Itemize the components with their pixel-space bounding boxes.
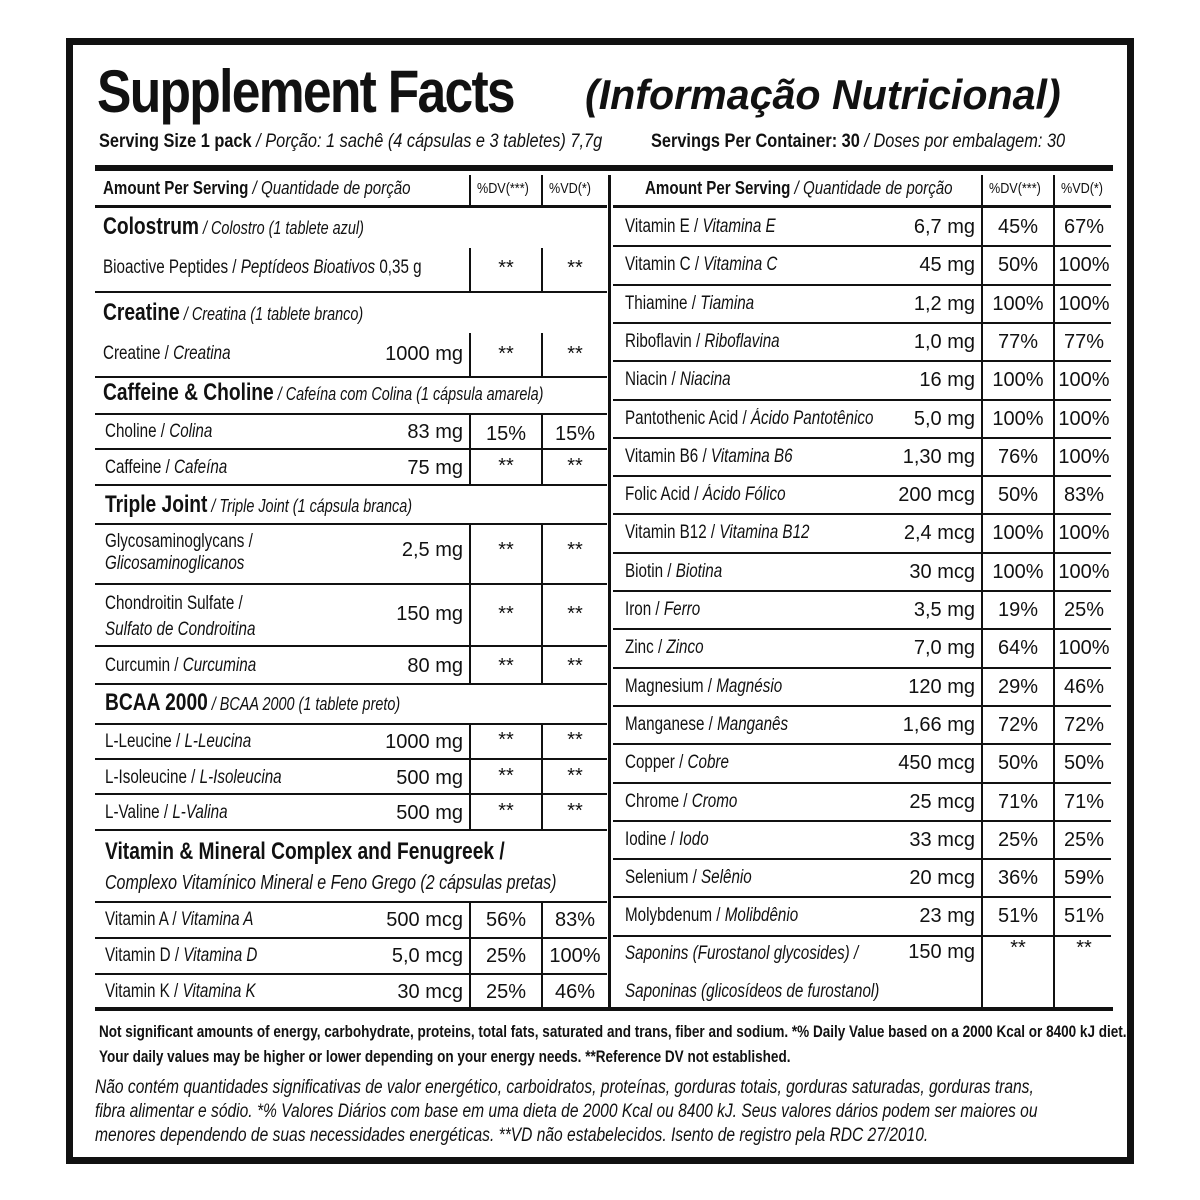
row-amount: 25 mcg: [909, 790, 975, 813]
vd-cell: 100%: [1058, 254, 1110, 277]
label-title: Supplement Facts: [97, 58, 514, 125]
row-name: Magnesium /: [625, 675, 717, 697]
left-rule: [95, 829, 607, 831]
row-amount: 0,35 g: [379, 257, 422, 278]
dv-cell: 45%: [997, 216, 1039, 238]
dv-cell: 76%: [997, 445, 1039, 468]
row-amount: 450 mcg: [898, 752, 975, 775]
vd-cell: **: [567, 539, 583, 561]
row-name-pt: Ferro: [663, 599, 701, 620]
row-name: Glycosaminoglycans /: [105, 531, 253, 552]
right-rule: [613, 399, 1111, 401]
group-creatine-pt: / Creatina (1 tablete branco): [179, 304, 364, 324]
row-amount: 150 mg: [396, 603, 463, 625]
left-vd-divider: [541, 723, 543, 829]
row-name: Bioactive Peptides /: [103, 257, 241, 278]
row-amount: 500 mg: [396, 802, 463, 824]
right-row-name: [625, 331, 780, 353]
right-row-name: [625, 484, 786, 506]
dv-cell: 50%: [997, 254, 1039, 277]
vd-cell: 51%: [1063, 905, 1105, 928]
row-name: Copper /: [625, 752, 688, 774]
row-name: Saponins (Furostanol glycosides) /: [625, 943, 859, 964]
row-name-pt: Ácido Fólico: [702, 484, 786, 506]
left-rule: [95, 973, 607, 975]
row-name-pt: Colina: [169, 421, 213, 442]
dv-cell: 29%: [997, 675, 1039, 698]
left-rule: [95, 758, 607, 760]
group-colostrum-pt: / Colostro (1 tablete azul): [199, 218, 364, 238]
row-amount: 1,0 mg: [913, 330, 975, 353]
group-caffeine-choline: [103, 379, 543, 407]
row-amount: 5,0 mcg: [391, 945, 463, 967]
footnote-en-2: Your daily values may be higher or lower depending on your energy needs. **Reference DV not established.: [99, 1048, 791, 1066]
row-name: Vitamin C /: [625, 254, 704, 276]
vd-cell: 100%: [1058, 522, 1110, 545]
right-row-name: [625, 637, 704, 659]
right-rule: [613, 360, 1111, 362]
right-rule: [613, 284, 1111, 286]
row-name-pt: Curcumina: [182, 655, 257, 676]
footnote-pt-3: menores dependendo de suas necessidades energéticas. **VD não estabelecidos. Isento de registro pela RDC 27/2010.: [95, 1125, 929, 1146]
group-vitamin-mineral: [105, 837, 556, 898]
vd-cell: 100%: [1058, 445, 1110, 468]
group-vitamin-mineral-name: Vitamin & Mineral Complex and Fenugreek /: [105, 838, 505, 865]
row-amount: 150 mg: [908, 941, 975, 963]
right-rule: [613, 245, 1111, 247]
dv-cell: **: [498, 455, 514, 477]
row-amount: 500 mcg: [386, 909, 463, 931]
dv-cell: 77%: [997, 330, 1039, 353]
dv-cell: 64%: [997, 637, 1039, 660]
dv-cell: **: [498, 603, 514, 625]
right-row-name: [625, 791, 737, 813]
dv-cell: 100%: [992, 522, 1044, 545]
row-name: Pantothenic Acid /: [625, 407, 751, 429]
vd-cell: 25%: [1063, 599, 1105, 621]
row-name-pt: Magnésio: [716, 675, 783, 697]
row-name-pt: Vitamina E: [702, 216, 776, 237]
right-row-name: [625, 752, 729, 774]
right-rule: [613, 513, 1111, 515]
row-amount: 1,2 mg: [913, 292, 975, 315]
footnote-pt-1: Não contém quantidades significativas de valor energético, carboidratos, proteínas, gorduras totais, gorduras saturadas, gorduras trans,: [95, 1077, 1034, 1098]
vd-cell: 59%: [1063, 867, 1105, 890]
dv-cell: **: [1010, 937, 1026, 959]
vd-cell: 100%: [1058, 637, 1110, 660]
right-row-name: [625, 522, 809, 544]
dv-cell: 71%: [997, 790, 1039, 813]
left-vd-divider: [541, 333, 543, 376]
row-name: Curcumin /: [105, 655, 183, 676]
dv-cell: **: [498, 655, 514, 677]
serving-size-label: Serving Size 1 pack: [99, 131, 252, 152]
right-rule: [613, 590, 1111, 592]
right-row-name: [625, 408, 873, 430]
right-rule: [613, 628, 1111, 630]
group-bcaa-name: BCAA 2000: [105, 689, 208, 716]
vd-cell: 100%: [1058, 292, 1110, 315]
row-amount: 6,7 mg: [913, 216, 975, 238]
group-colostrum-name: Colostrum: [103, 213, 199, 240]
right-rule: [613, 782, 1111, 784]
row-name: L-Leucine /: [105, 731, 185, 752]
group-caffeine-choline-pt: / Cafeína com Colina (1 cápsula amarela): [273, 384, 544, 404]
row-vitamin-d: [105, 945, 257, 967]
dv-cell: **: [498, 343, 514, 365]
row-name: Vitamin E /: [625, 216, 703, 237]
row-name-pt: Vitamina C: [703, 254, 778, 276]
left-rule: [95, 901, 607, 903]
group-caffeine-choline-name: Caffeine & Choline: [103, 379, 274, 406]
supplement-facts-label: [66, 38, 1134, 1164]
vd-cell: 46%: [1063, 675, 1105, 698]
row-name-pt: Ácido Pantotênico: [750, 407, 874, 429]
left-dv-divider: [469, 333, 471, 376]
bottom-thick-rule: [95, 1007, 1113, 1011]
row-name: Vitamin B6 /: [625, 445, 711, 467]
right-rule: [613, 475, 1111, 477]
vd-cell: 50%: [1063, 752, 1105, 775]
vd-cell: 83%: [1063, 484, 1105, 507]
row-amount: 7,0 mg: [913, 637, 975, 660]
right-amount-pt: / Quantidade de porção: [790, 178, 953, 198]
row-name-pt: Cromo: [691, 790, 738, 812]
row-vitamin-k: [105, 981, 256, 1003]
right-row-name: [625, 446, 793, 468]
right-rule: [613, 322, 1111, 324]
row-name-pt: Riboflavina: [704, 330, 780, 352]
row-amount: 30 mcg: [909, 560, 975, 583]
row-saponins: [625, 935, 879, 1011]
row-name: Chondroitin Sulfate /: [105, 593, 243, 614]
vd-cell: 77%: [1063, 330, 1105, 353]
row-name-pt: Glicosaminoglicanos: [105, 553, 245, 574]
footnote-pt-2: fibra alimentar e sódio. *% Valores Diários com base em uma dieta de 2000 Kcal ou 8400 kJ. Seus valores dários podem ser maiores ou: [95, 1101, 1038, 1122]
left-dv-divider-head: [469, 175, 471, 207]
row-name: Zinc /: [625, 637, 667, 659]
row-l-valine: [105, 802, 228, 824]
right-row-name: [625, 676, 782, 698]
left-rule: [95, 484, 607, 486]
left-col-header-vd: %VD(*): [549, 180, 592, 197]
right-row-name: [625, 561, 722, 583]
vd-cell: 100%: [1058, 369, 1110, 392]
dv-cell: 72%: [997, 713, 1039, 736]
group-bcaa: [105, 689, 400, 717]
right-row-name: [625, 293, 754, 315]
left-col-header-amount: [103, 178, 411, 199]
right-rule: [613, 820, 1111, 822]
dv-cell: 15%: [485, 423, 527, 445]
left-vd-divider: [541, 901, 543, 1007]
row-name-pt: Biotina: [675, 560, 723, 582]
row-name-pt: Saponinas (glicosídeos de furostanol): [625, 981, 880, 1002]
row-name-pt: Iodo: [679, 828, 709, 850]
vd-cell: **: [567, 257, 583, 279]
row-bioactive-peptides: [103, 257, 422, 279]
row-amount: 1,66 mg: [902, 713, 975, 736]
left-dv-divider: [469, 413, 471, 484]
servings-per-container-label: Servings Per Container: 30: [651, 131, 860, 152]
dv-cell: 56%: [485, 909, 527, 931]
right-col-header-amount: [645, 178, 953, 199]
row-name-pt: L-Leucina: [184, 731, 252, 752]
dv-cell: 51%: [997, 905, 1039, 928]
center-divider: [608, 175, 611, 1007]
row-amount: 1,30 mg: [902, 445, 975, 468]
row-amount: 30 mcg: [397, 981, 463, 1003]
row-amount: 500 mg: [396, 767, 463, 789]
row-amount: 23 mg: [919, 905, 975, 928]
row-amount: 200 mcg: [898, 484, 975, 507]
right-rule: [613, 667, 1111, 669]
row-choline: [105, 421, 212, 443]
right-rule: [613, 552, 1111, 554]
row-name-pt: Tiamina: [700, 292, 755, 314]
group-vitamin-mineral-pt: Complexo Vitamínico Mineral e Feno Grego (2 cápsulas pretas): [105, 872, 557, 894]
left-rule: [95, 583, 607, 585]
row-name-pt: Molibdênio: [724, 905, 799, 927]
row-name-pt: Peptídeos Bioativos: [240, 257, 376, 278]
row-vitamin-a: [105, 909, 253, 931]
vd-cell: **: [1076, 937, 1092, 959]
row-l-isoleucine: [105, 767, 282, 789]
left-vd-divider-head: [541, 175, 543, 207]
left-amount-label: Amount Per Serving: [103, 178, 249, 198]
row-amount: 45 mg: [919, 254, 975, 277]
vd-cell: 100%: [549, 945, 601, 967]
dv-cell: **: [498, 257, 514, 279]
row-name: Vitamin K /: [105, 981, 183, 1002]
row-amount: 1000 mg: [385, 731, 463, 753]
vd-cell: **: [567, 603, 583, 625]
dv-cell: **: [498, 729, 514, 751]
right-row-name: [625, 867, 752, 889]
left-rule: [95, 683, 607, 685]
left-dv-divider: [469, 901, 471, 1007]
row-name-pt: L-Valina: [172, 802, 228, 823]
row-name-pt: L-Isoleucina: [199, 767, 282, 788]
row-amount: 75 mg: [407, 457, 463, 479]
right-rule: [613, 858, 1111, 860]
header-underline-left: [95, 205, 607, 208]
left-rule: [95, 291, 607, 293]
servings-per-container-pt: / Doses por embalagem: 30: [859, 131, 1066, 152]
left-rule: [95, 723, 607, 725]
right-row-name: [625, 216, 776, 238]
servings-per-container: [651, 131, 1065, 153]
row-amount: 20 mcg: [909, 867, 975, 890]
right-amount-label: Amount Per Serving: [645, 178, 791, 198]
group-colostrum: [103, 213, 364, 241]
row-amount: 83 mg: [407, 421, 463, 443]
right-row-name: [625, 599, 700, 621]
row-name-pt: Vitamina B6: [710, 445, 793, 467]
right-row-name: [625, 254, 777, 276]
row-name-pt: Sulfato de Condroitina: [105, 619, 256, 640]
group-bcaa-pt: / BCAA 2000 (1 tablete preto): [207, 694, 401, 714]
right-row-name: [625, 714, 788, 736]
footnote-en-1: Not significant amounts of energy, carbohydrate, proteins, total fats, saturated and trans, fiber and sodium. *% Daily Value based on a 2000 Kcal or 8400 kJ diet.: [99, 1023, 1127, 1041]
serving-size: [99, 131, 602, 153]
row-name: Caffeine /: [105, 457, 175, 478]
row-name: Iodine /: [625, 828, 680, 850]
dv-cell: 19%: [997, 599, 1039, 621]
dv-cell: 50%: [997, 752, 1039, 775]
row-name: L-Isoleucine /: [105, 767, 200, 788]
row-name: L-Valine /: [105, 802, 173, 823]
row-amount: 33 mcg: [909, 828, 975, 851]
row-amount: 2,5 mg: [401, 539, 463, 561]
row-glycosaminoglycans: [105, 531, 253, 575]
row-name-pt: Manganês: [717, 713, 789, 735]
row-amount: 1000 mg: [385, 343, 463, 365]
right-rule: [613, 896, 1111, 898]
group-creatine-name: Creatine: [103, 299, 180, 326]
vd-cell: 72%: [1063, 713, 1105, 736]
dv-cell: **: [498, 765, 514, 787]
right-rule: [613, 935, 1111, 937]
left-dv-divider: [469, 523, 471, 683]
row-name-pt: Niacina: [679, 369, 731, 391]
row-name-pt: Vitamina K: [182, 981, 256, 1002]
group-creatine: [103, 299, 363, 327]
row-name: Chrome /: [625, 790, 692, 812]
row-l-leucine: [105, 731, 251, 753]
left-rule: [95, 523, 607, 525]
group-triple-joint: [105, 491, 412, 519]
dv-cell: 100%: [992, 369, 1044, 392]
row-curcumin: [105, 655, 256, 677]
vd-cell: **: [567, 343, 583, 365]
dv-cell: 25%: [997, 828, 1039, 851]
vd-cell: 25%: [1063, 828, 1105, 851]
dv-cell: 100%: [992, 407, 1044, 430]
row-name: Biotin /: [625, 560, 676, 582]
vd-cell: **: [567, 800, 583, 822]
dv-cell: 25%: [485, 981, 527, 1003]
dv-cell: 36%: [997, 867, 1039, 890]
row-name: Folic Acid /: [625, 484, 703, 506]
row-name-pt: Selênio: [701, 867, 752, 889]
row-name-pt: Vitamina D: [183, 945, 258, 966]
row-name-pt: Zinco: [666, 637, 704, 659]
row-name-pt: Vitamina A: [180, 909, 254, 930]
row-name: Creatine /: [103, 343, 174, 364]
row-name: Riboflavin /: [625, 330, 705, 352]
vd-cell: 46%: [554, 981, 596, 1003]
row-amount: 3,5 mg: [913, 599, 975, 621]
dv-cell: **: [498, 539, 514, 561]
vd-cell: 67%: [1063, 216, 1105, 238]
group-triple-joint-name: Triple Joint: [105, 491, 208, 518]
row-name-pt: Creatina: [173, 343, 231, 364]
header-underline-right: [613, 205, 1111, 208]
dv-cell: 50%: [997, 484, 1039, 507]
dv-cell: 100%: [992, 560, 1044, 583]
right-row-name: [625, 829, 709, 851]
vd-cell: **: [567, 455, 583, 477]
top-thick-rule: [95, 165, 1113, 171]
left-rule: [95, 645, 607, 647]
row-amount: 120 mg: [908, 675, 975, 698]
row-name: Vitamin D /: [105, 945, 184, 966]
vd-cell: **: [567, 729, 583, 751]
vd-cell: **: [567, 655, 583, 677]
row-name: Choline /: [105, 421, 170, 442]
right-col-header-vd: %VD(*): [1061, 180, 1104, 197]
vd-cell: 100%: [1058, 407, 1110, 430]
right-row-name: [625, 905, 798, 927]
row-name: Thiamine /: [625, 292, 701, 314]
left-vd-divider: [541, 523, 543, 683]
left-rule: [95, 448, 607, 450]
dv-cell: 25%: [485, 945, 527, 967]
row-name: Manganese /: [625, 713, 718, 735]
label-subtitle: (Informação Nutricional): [585, 71, 1061, 118]
dv-cell: **: [498, 800, 514, 822]
row-amount: 5,0 mg: [913, 407, 975, 430]
dv-cell: 100%: [992, 292, 1044, 315]
right-row-name: [625, 369, 731, 391]
left-dv-divider: [469, 248, 471, 291]
vd-cell: 83%: [554, 909, 596, 931]
right-rule: [613, 743, 1111, 745]
row-name: Vitamin B12 /: [625, 522, 720, 544]
row-name: Iron /: [625, 599, 664, 620]
row-name: Vitamin A /: [105, 909, 181, 930]
row-creatine: [103, 343, 231, 365]
row-name: Niacin /: [625, 369, 680, 391]
row-name: Selenium /: [625, 867, 702, 889]
left-vd-divider: [541, 413, 543, 484]
left-col-header-dv: %DV(***): [477, 180, 529, 197]
vd-cell: 100%: [1058, 560, 1110, 583]
left-rule: [95, 937, 607, 939]
left-dv-divider: [469, 723, 471, 829]
row-amount: 2,4 mcg: [903, 522, 975, 545]
right-col-header-dv: %DV(***): [989, 180, 1041, 197]
row-name: Molybdenum /: [625, 905, 725, 927]
left-rule: [95, 376, 607, 378]
row-name-pt: Vitamina B12: [719, 522, 810, 544]
group-triple-joint-pt: / Triple Joint (1 cápsula branca): [207, 496, 413, 516]
row-amount: 16 mg: [919, 369, 975, 392]
left-rule: [95, 413, 607, 415]
right-rule: [613, 437, 1111, 439]
left-amount-pt: / Quantidade de porção: [248, 178, 411, 198]
left-rule: [95, 793, 607, 795]
row-amount: 80 mg: [407, 655, 463, 677]
row-name-pt: Cafeína: [174, 457, 228, 478]
right-rule: [613, 705, 1111, 707]
vd-cell: **: [567, 765, 583, 787]
row-name-pt: Cobre: [687, 752, 729, 774]
row-caffeine: [105, 457, 227, 479]
row-chondroitin: [105, 591, 255, 643]
serving-size-pt: / Porção: 1 sachê (4 cápsulas e 3 tabletes) 7,7g: [251, 131, 603, 152]
left-vd-divider: [541, 248, 543, 291]
vd-cell: 15%: [554, 423, 596, 445]
vd-cell: 71%: [1063, 790, 1105, 813]
